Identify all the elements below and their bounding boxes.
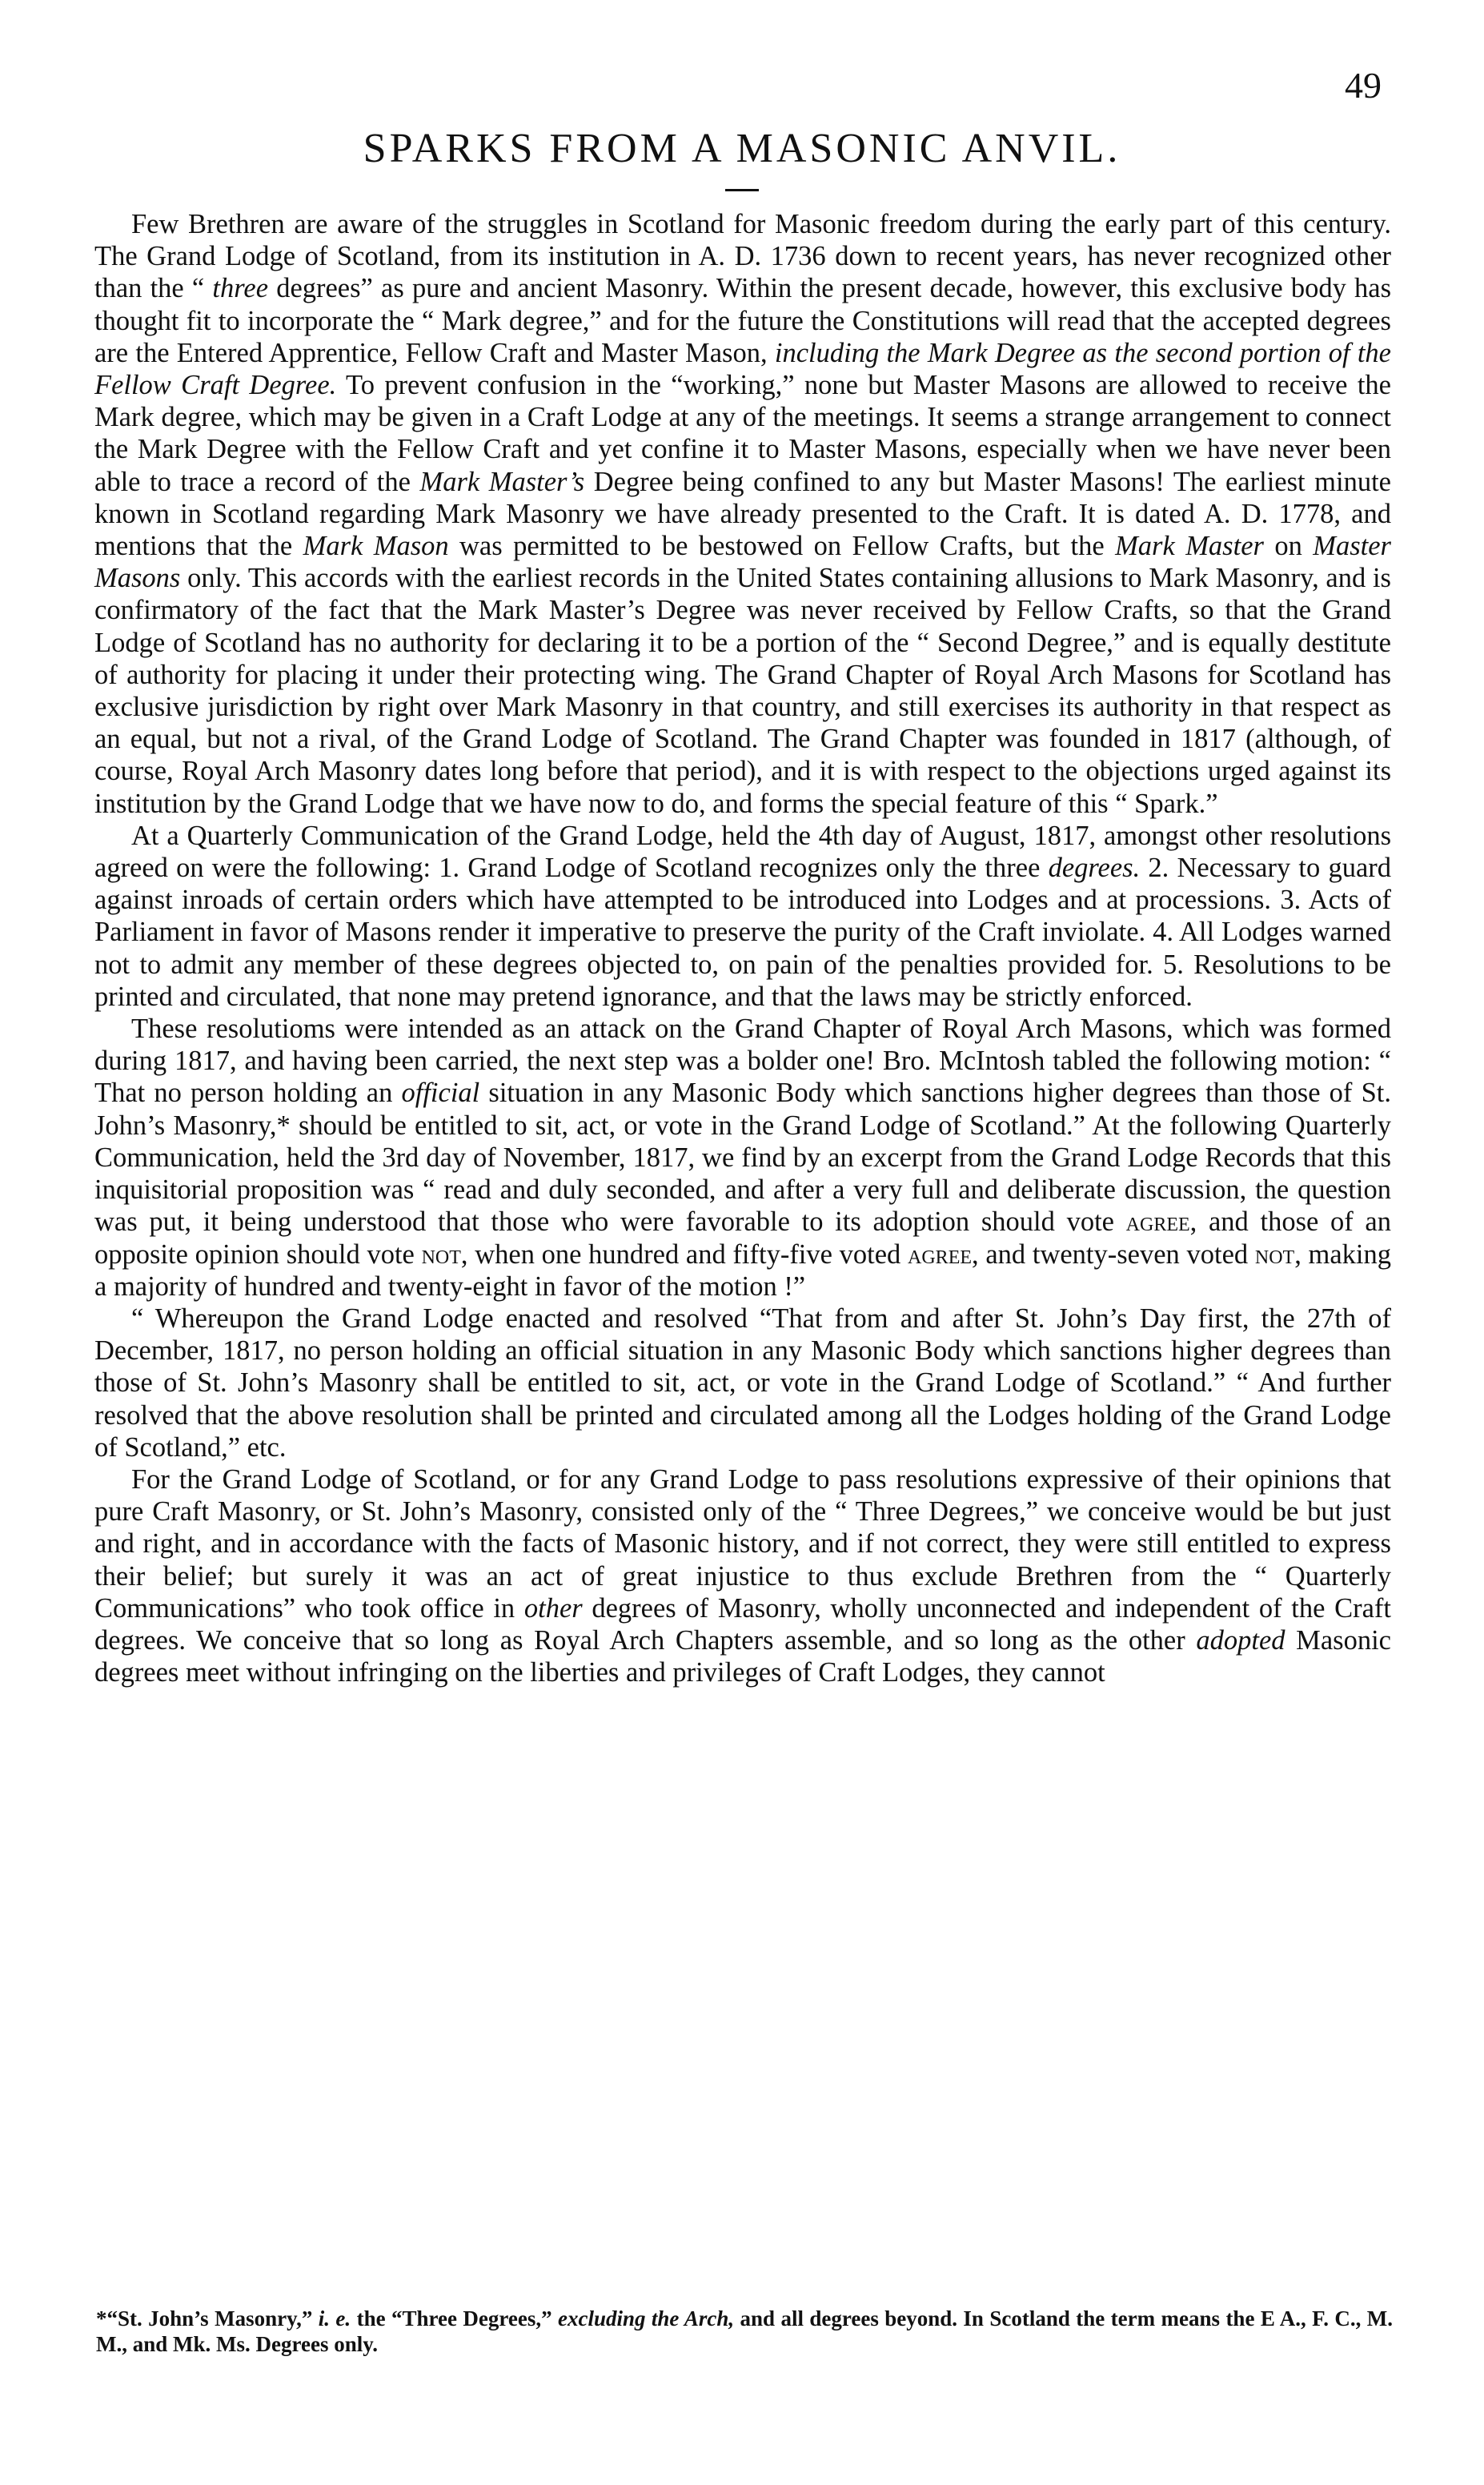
text-run: *“St. John’s Masonry,”	[96, 2306, 319, 2330]
italic-run: excluding the Arch,	[558, 2306, 735, 2330]
italic-run: official	[401, 1078, 480, 1109]
italic-run: other	[523, 1592, 583, 1624]
text-run: the “Three Degrees,”	[351, 2306, 558, 2330]
text-run: Degree being confined to any but Master Masons! The earliest minute known in Scotland regarding Mark Masonry we have already presented to the Craft. It is dated A. D. 1778, and mentions that the	[94, 466, 1391, 562]
text-run: degrees of Masonry, wholly unconnected and independent of the Craft degrees. We conceive that so long as Royal Arch Chapters assemble, and so long as the other	[94, 1592, 1391, 1656]
text-run: 2. Necessary to guard against inroads of certain orders which have attempted to be introduced into Lodges and at processions. 3. Acts of Parliament in favor of Masons render it imperative to preserve the purity of the Craft inviolate. 4. All Lodges warned not to admit any member of these degrees objected to, on pain of the penalties provided for. 5. Resolutions to be printed and circulated, that none may pretend ignorance, and that the laws may be strictly enforced.	[94, 853, 1391, 1012]
paragraph-3	[94, 1013, 1391, 1303]
text-run: situation in any Masonic Body which sanctions higher degrees than those of St. John’s Masonry,* should be entitled to sit, act, or vote in the Grand Lodge of Scotland.” At the following Quarterly Communication, held the 3rd day of November, 1817, we find by an excerpt from the Grand Lodge Records that this inquisitorial proposition was “ read and duly seconded, and after a very full and deliberate discussion, the question was put, it being understood that those who were favorable to its adoption should vote	[94, 1078, 1391, 1238]
text-run: and all degrees beyond. In Scotland the term means the E A., F. C., M. M., and Mk. Ms. Degrees only.	[96, 2306, 1393, 2356]
paragraph-1	[94, 208, 1391, 820]
title-rule	[725, 189, 759, 191]
italic-run: three	[212, 273, 269, 304]
italic-run: adopted	[1196, 1624, 1285, 1656]
paragraph-4: “ Whereupon the Grand Lodge enacted and resolved “That from and after St. John’s Day first, the 27th of December, 1817, no person holding an official situation in any Masonic Body which sanctions higher degrees than those of St. John’s Masonry shall be entitled to sit, act, or vote in the Grand Lodge of Scotland.” “ And further resolved that the above resolution shall be printed and circulated among all the Lodges holding of the Grand Lodge of Scotland,” etc.	[94, 1303, 1391, 1463]
footnote	[96, 2306, 1393, 2357]
italic-run: Mark Master’s	[419, 466, 585, 497]
text-run: Masonic degrees meet without infringing on the liberties and privileges of Craft Lodges, they cannot	[94, 1624, 1391, 1688]
italic-run: including the Mark Degree as the second portion of the Fellow Craft Degree.	[94, 337, 1391, 401]
chapter-title: SPARKS FROM A MASONIC ANVIL.	[363, 126, 1121, 171]
paragraph-2	[94, 820, 1391, 1013]
text-run: on	[1263, 531, 1314, 562]
smallcaps-run: not	[421, 1238, 461, 1270]
text-run: These resolutioms were intended as an attack on the Grand Chapter of Royal Arch Masons, which was formed during 1817, and having been carried, the next step was a bolder one! Bro. McIntosh tabled the following motion: “ That no person holding an	[94, 1014, 1391, 1109]
text-run: Few Brethren are aware of the struggles in Scotland for Masonic freedom during the early part of this century. The Grand Lodge of Scotland, from its institution in A. D. 1736 down to recent years, has never recognized other than the “	[94, 209, 1391, 304]
body-text	[94, 208, 1391, 1688]
italic-run: Mark Mason	[303, 531, 449, 562]
paragraph-5	[94, 1463, 1391, 1688]
italic-run: Mark Master	[1115, 531, 1264, 562]
text-run: , making a majority of hundred and twenty-eight in favor of the motion !”	[94, 1238, 1391, 1302]
page-number: 49	[1345, 65, 1382, 106]
smallcaps-run: not	[1254, 1238, 1295, 1270]
text-run: At a Quarterly Communication of the Grand Lodge, held the 4th day of August, 1817, amongst other resolutions agreed on were the following: 1. Grand Lodge of Scotland recognizes only the three	[94, 820, 1391, 884]
text-run: , and those of an opposite opinion should vote	[94, 1206, 1391, 1270]
text-run: , when one hundred and fifty-five voted	[460, 1238, 908, 1270]
text-run: only. This accords with the earliest records in the United States containing allusions to Mark Masonry, and is confirmatory of the fact that the Mark Master’s Degree was never received by Fellow Crafts, so that the Grand Lodge of Scotland has no authority for declaring it to be a portion of the “ Second Degree,” and is equally destitute of authority for placing it under their protecting wing. The Grand Chapter of Royal Arch Masons for Scotland has exclusive jurisdiction by right over Mark Masonry in that country, and still exercises its authority in that respect as an equal, but not a rival, of the Grand Lodge of Scotland. The Grand Chapter was founded in 1817 (although, of course, Royal Arch Masonry dates long before that period), and it is with respect to the objections urged against its institution by the Grand Lodge that we have now to do, and forms the special feature of this “ Spark.”	[94, 563, 1391, 819]
text-run: was permitted to be bestowed on Fellow Crafts, but the	[448, 531, 1116, 562]
italic-run: Master Masons	[94, 531, 1391, 594]
text-run: degrees” as pure and ancient Masonry. Within the present decade, however, this exclusive body has thought fit to incorporate the “ Mark degree,” and for the future the Constitutions will read that the accepted degrees are the Entered Apprentice, Fellow Craft and Master Mason,	[94, 273, 1391, 368]
smallcaps-run: agree	[908, 1238, 973, 1270]
italic-run: degrees.	[1048, 853, 1141, 884]
text-run: For the Grand Lodge of Scotland, or for any Grand Lodge to pass resolutions expressive of their opinions that pure Craft Masonry, or St. John’s Masonry, consisted only of the “ Three Degrees,” we conceive would be but just and right, and in accordance with the facts of Masonic history, and if not correct, they were still entitled to express their belief; but surely it was an act of great injustice to thus exclude Brethren from the “ Quarterly Communications” who took office in	[94, 1463, 1391, 1624]
text-run: To prevent confusion in the “working,” none but Master Masons are allowed to receive the Mark degree, which may be given in a Craft Lodge at any of the meetings. It seems a strange arrangement to connect the Mark Degree with the Fellow Craft and yet confine it to Master Masons, especially when we have never been able to trace a record of the	[94, 370, 1391, 497]
italic-run: i. e.	[318, 2306, 351, 2330]
text-run: , and twenty-seven voted	[972, 1238, 1255, 1270]
smallcaps-run: agree	[1125, 1206, 1190, 1238]
